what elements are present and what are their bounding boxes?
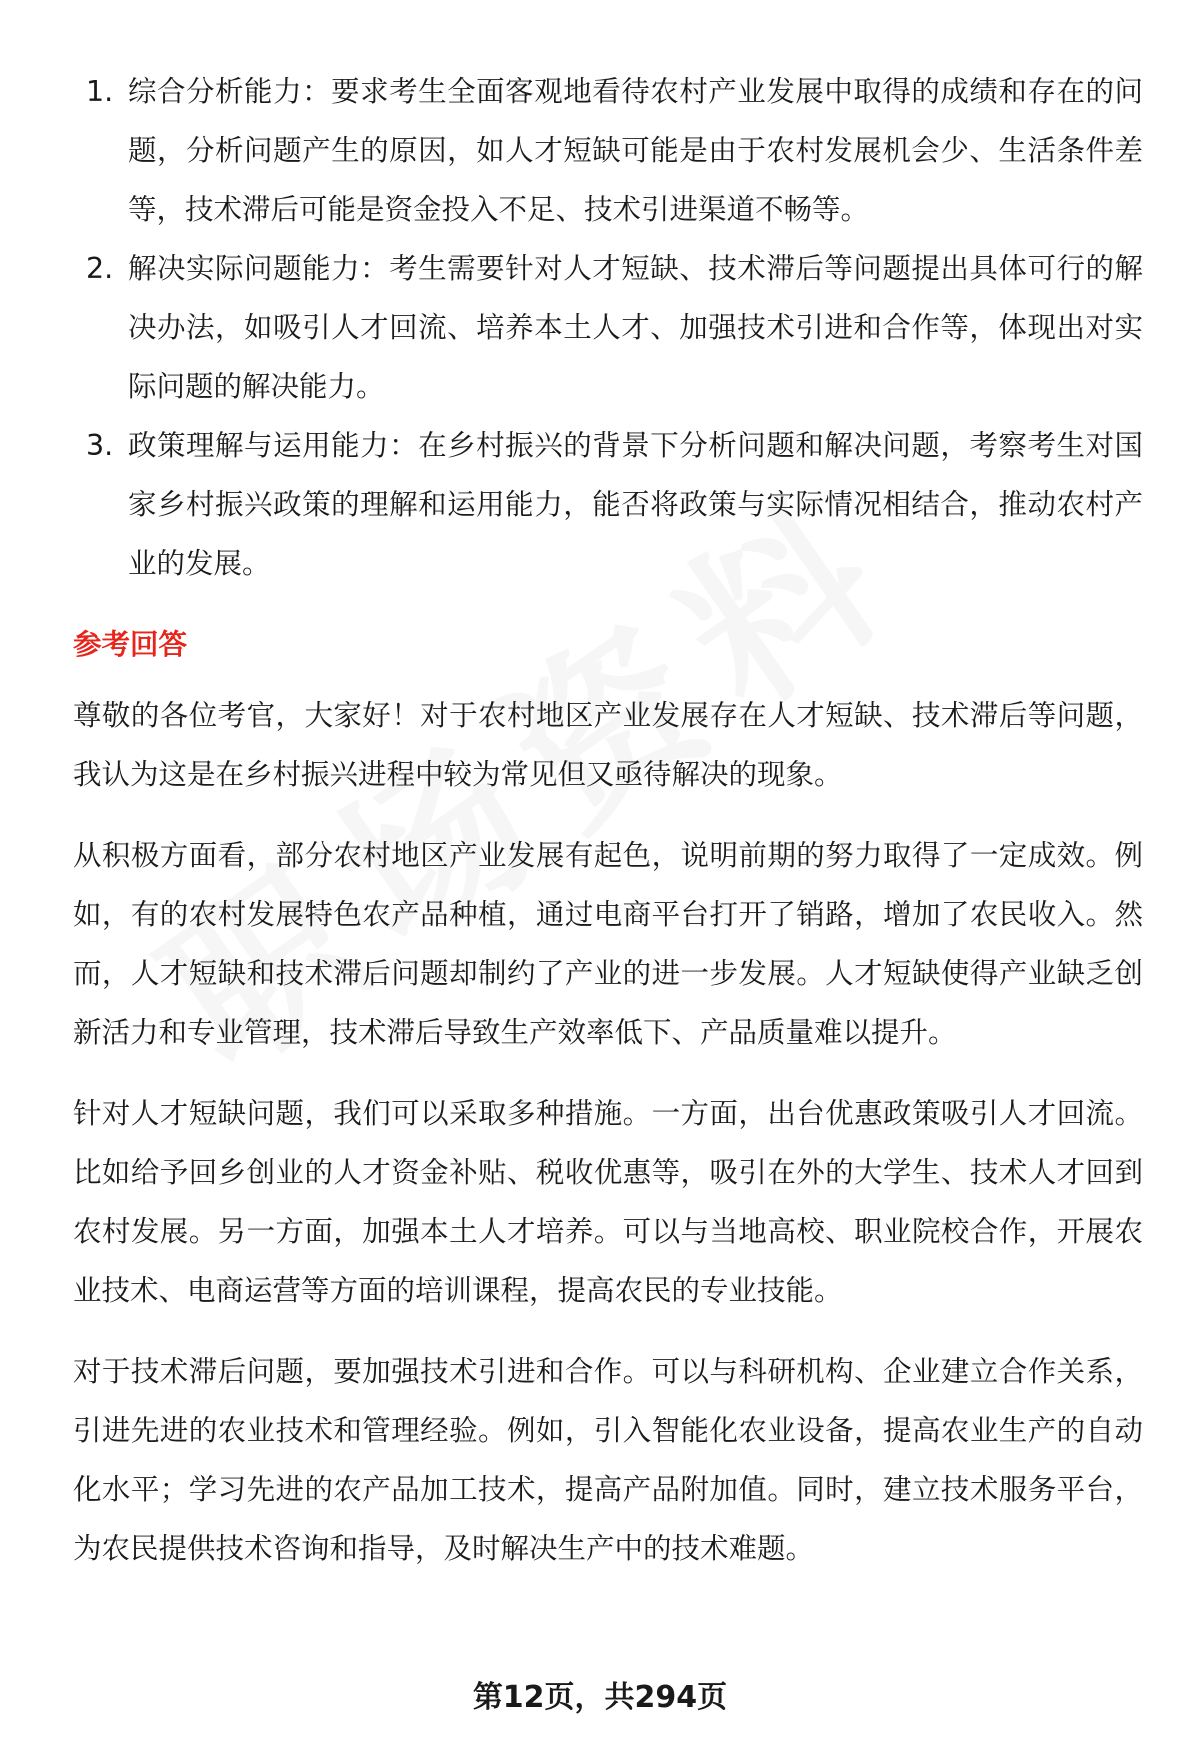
list-number: 1. <box>86 75 114 108</box>
list-text: 综合分析能力：要求考生全面客观地看待农村产业发展中取得的成绩和存在的问题，分析问题产生的原因，如人才短缺可能是由于农村发展机会少、生活条件差等，技术滞后可能是资金投入不足、技术引进渠道不畅等。 <box>128 75 1143 226</box>
list-number: 2. <box>86 252 114 285</box>
paragraph: 针对人才短缺问题，我们可以采取多种措施。一方面，出台优惠政策吸引人才回流。比如给予回乡创业的人才资金补贴、税收优惠等，吸引在外的大学生、技术人才回到农村发展。另一方面，加强本土人才培养。可以与当地高校、职业院校合作，开展农业技术、电商运营等方面的培训课程，提高农民的专业技能。 <box>73 1097 1143 1307</box>
paragraph: 从积极方面看，部分农村地区产业发展有起色，说明前期的努力取得了一定成效。例如，有的农村发展特色农产品种植，通过电商平台打开了销路，增加了农民收入。然而，人才短缺和技术滞后问题却制约了产业的进一步发展。人才短缺使得产业缺乏创新活力和专业管理，技术滞后导致生产效率低下、产品质量难以提升。 <box>73 839 1143 1049</box>
list-number: 3. <box>86 429 114 462</box>
ability-list <box>73 62 1143 593</box>
list-item <box>73 239 1143 416</box>
list-item <box>73 62 1143 239</box>
page-number-footer: 第12页，共294页 <box>472 1680 728 1715</box>
list-item <box>73 416 1143 593</box>
reference-answer-heading: 参考回答 <box>73 628 188 661</box>
paragraph: 尊敬的各位考官，大家好！对于农村地区产业发展存在人才短缺、技术滞后等问题，我认为这是在乡村振兴进程中较为常见但又亟待解决的现象。 <box>73 699 1143 791</box>
document-content <box>73 62 1143 1600</box>
list-text: 解决实际问题能力：考生需要针对人才短缺、技术滞后等问题提出具体可行的解决办法，如吸引人才回流、培养本土人才、加强技术引进和合作等，体现出对实际问题的解决能力。 <box>128 252 1143 403</box>
paragraph: 对于技术滞后问题，要加强技术引进和合作。可以与科研机构、企业建立合作关系，引进先进的农业技术和管理经验。例如，引入智能化农业设备，提高农业生产的自动化水平；学习先进的农产品加工技术，提高产品附加值。同时，建立技术服务平台，为农民提供技术咨询和指导，及时解决生产中的技术难题。 <box>73 1355 1143 1565</box>
list-text: 政策理解与运用能力：在乡村振兴的背景下分析问题和解决问题，考察考生对国家乡村振兴政策的理解和运用能力，能否将政策与实际情况相结合，推动农村产业的发展。 <box>128 429 1143 580</box>
